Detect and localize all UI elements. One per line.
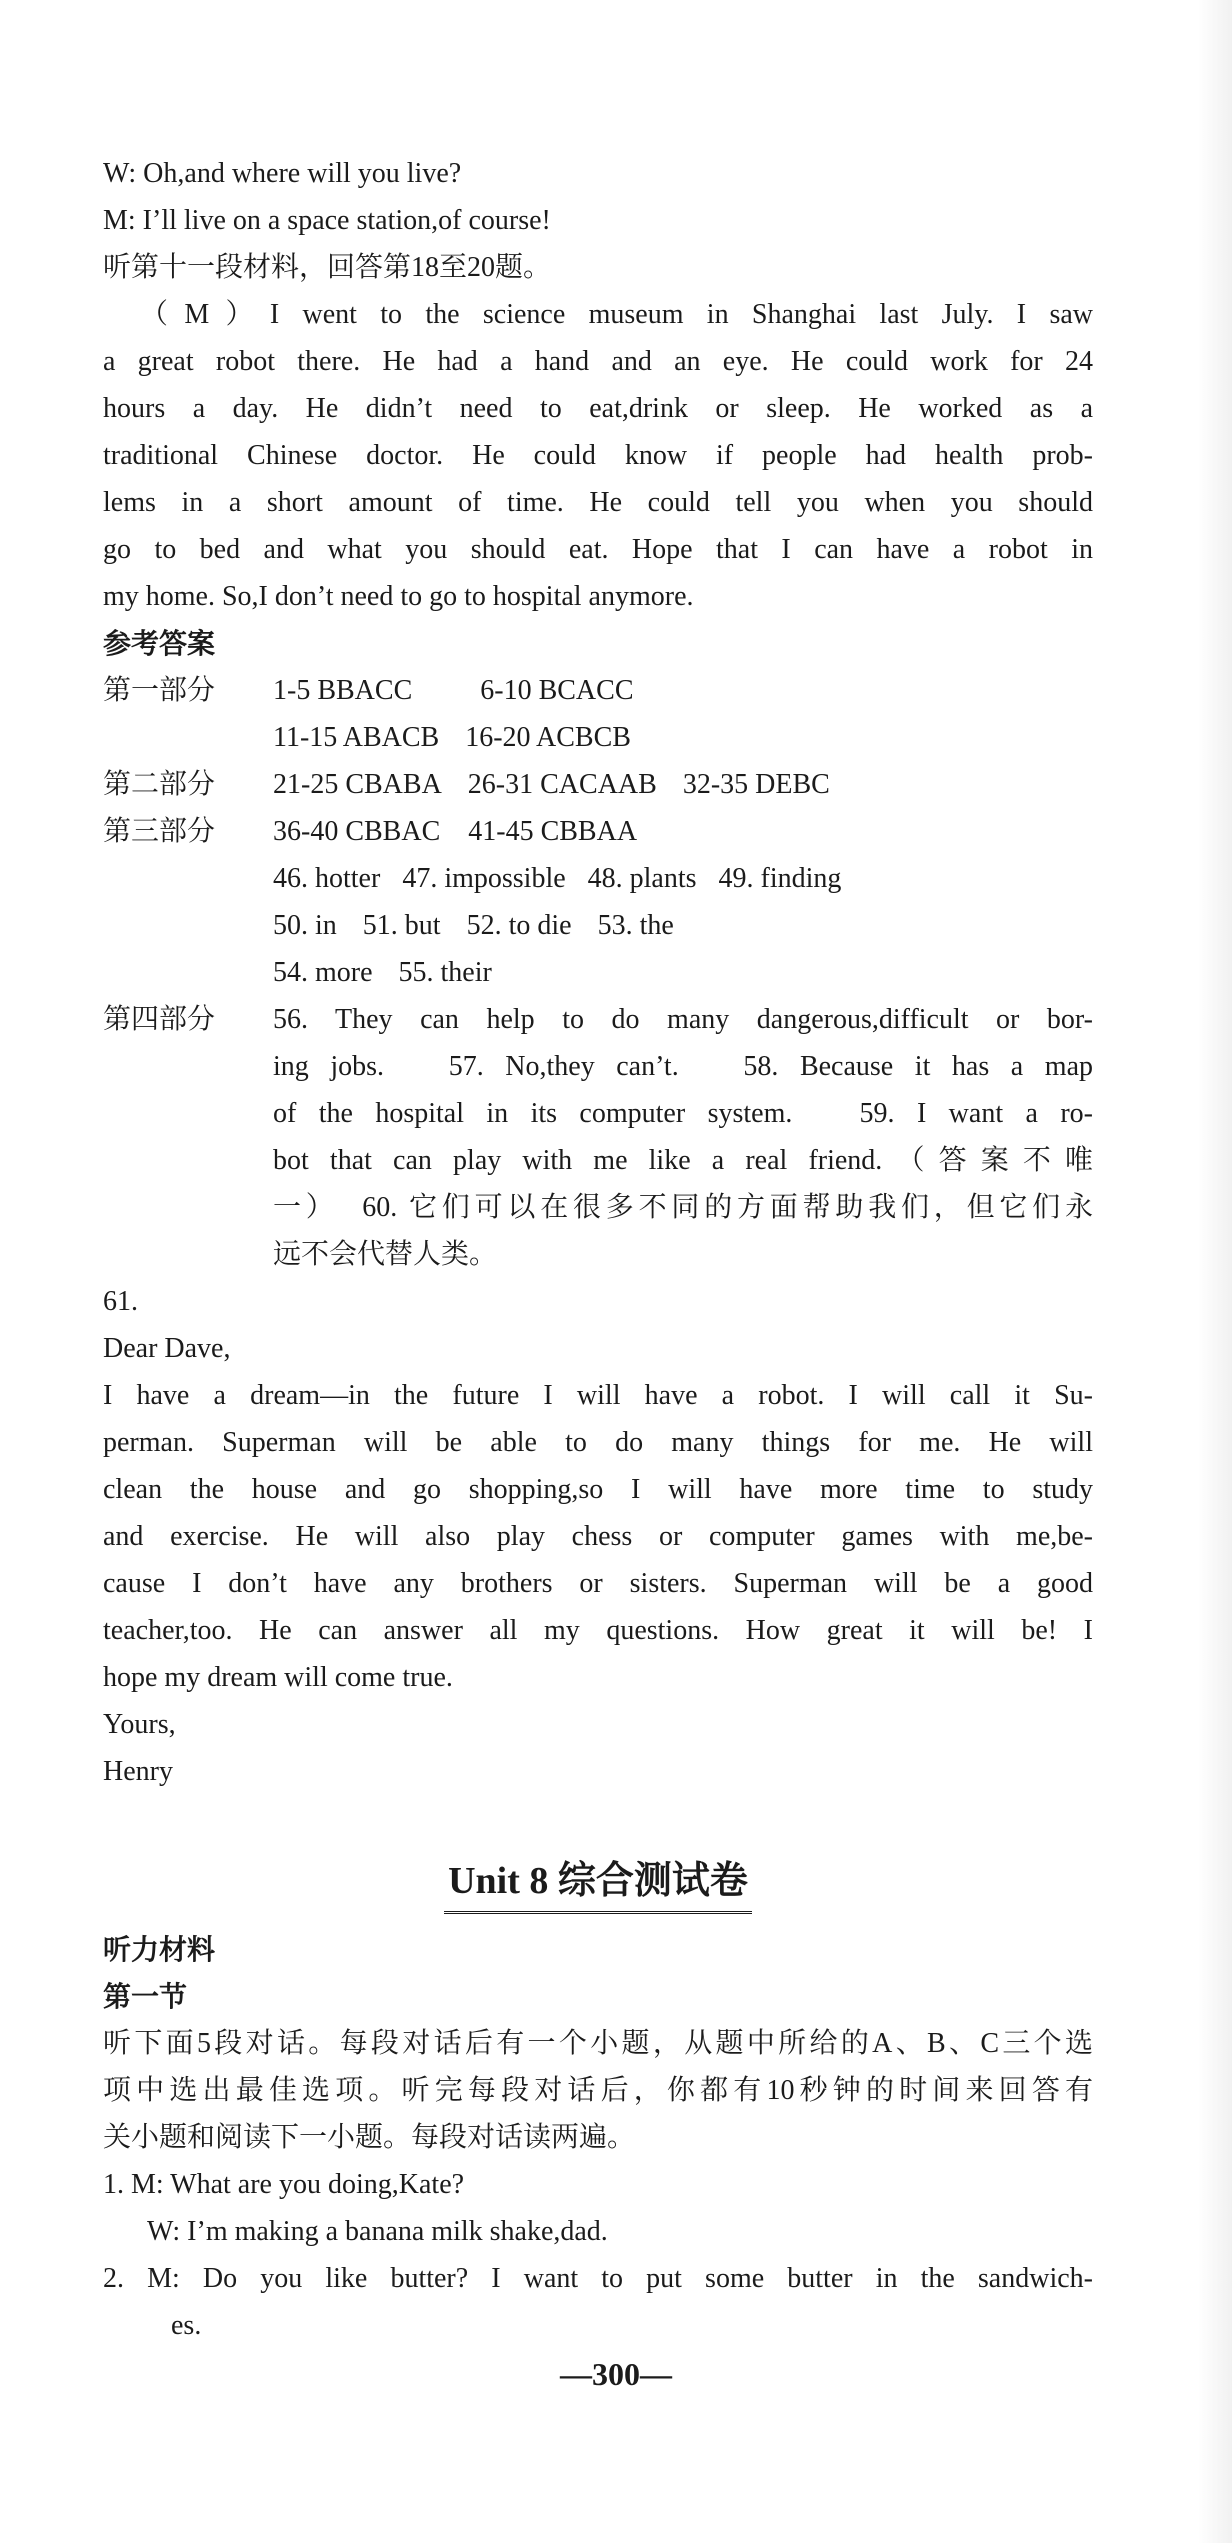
letter-line: perman. Superman will be able to do many things for me. He will <box>103 1427 1093 1458</box>
instruction-line: 关小题和阅读下一小题。每段对话读两遍。 <box>103 2122 636 2153</box>
page-number: —300— <box>560 2356 672 2392</box>
answer-item: 47. impossible <box>402 863 566 894</box>
answer-item: 46. hotter <box>273 863 381 894</box>
passage-line: my home. So,I don’t need to go to hospital anymore. <box>103 581 694 612</box>
answer-item: 54. more <box>273 957 373 988</box>
answer-line: 远不会代替人类。 <box>273 1239 498 1270</box>
part3-label: 第三部分 <box>103 816 216 847</box>
answer-item: 51. but <box>362 910 441 941</box>
passage-line: lems in a short amount of time. He could tell you when you should <box>103 487 1093 518</box>
letter-line: I have a dream—in the future I will have a robot. I will call it Su- <box>103 1380 1093 1411</box>
part2-label: 第二部分 <box>103 769 216 800</box>
answers-part3 <box>103 808 1093 996</box>
question-1-m: 1. M: What are you doing,Kate? <box>103 2169 465 2200</box>
answer-line: of the hospital in its computer system. 59. I want a ro- <box>273 1098 1093 1129</box>
part4-label: 第四部分 <box>103 1004 216 1035</box>
answer-group: 41-45 CBBAA <box>468 816 638 847</box>
passage-line: hours a day. He didn’t need to eat,drink or sleep. He worked as a <box>103 393 1093 424</box>
answer-item: 48. plants <box>587 863 697 894</box>
answer-line: 一） 60. 它们可以在很多不同的方面帮助我们，但它们永 <box>273 1192 1093 1223</box>
letter-line: clean the house and go shopping,so I will have more time to study <box>103 1474 1093 1505</box>
dialogue-line-w: W: Oh,and where will you live? <box>103 158 462 189</box>
dialogue-line-m: M: I’ll live on a space station,of course! <box>103 205 551 236</box>
answer-group: 36-40 CBBAC <box>273 816 441 847</box>
instruction-line: 听下面5段对话。每段对话后有一个小题，从题中所给的A、B、C三个选 <box>103 2028 1093 2059</box>
answers-part2 <box>103 761 1093 808</box>
instruction-line: 项中选出最佳选项。听完每段对话后，你都有10秒钟的时间来回答有 <box>103 2075 1093 2106</box>
letter-line: cause I don’t have any brothers or sisters. Superman will be a good <box>103 1568 1093 1599</box>
letter-closing: Yours, <box>103 1709 176 1740</box>
part1-label: 第一部分 <box>103 675 216 706</box>
unit-title-text: Unit 8 综合测试卷 <box>444 1853 752 1914</box>
passage-line: go to bed and what you should eat. Hope that I can have a robot in <box>103 534 1093 565</box>
unit-title <box>103 1853 1093 1914</box>
passage-line: （M）I went to the science museum in Shanghai last July. I saw <box>140 299 1093 330</box>
answer-item: 49. finding <box>718 863 842 894</box>
letter-line: hope my dream will come true. <box>103 1662 453 1693</box>
question-2-continued: es. <box>171 2310 202 2341</box>
section-heading: 第一节 <box>103 1980 188 2013</box>
letter-line: teacher,too. He can answer all my questions. How great it will be! I <box>103 1615 1093 1646</box>
writing-answer <box>103 1278 1093 1795</box>
answer-group: 26-31 CACAAB <box>467 769 657 800</box>
page-content <box>103 150 1093 2349</box>
question-number: 61. <box>103 1286 138 1317</box>
answer-item: 50. in <box>273 910 337 941</box>
letter-line: and exercise. He will also play chess or computer games with me,be- <box>103 1521 1093 1552</box>
letter-signature: Henry <box>103 1756 173 1787</box>
answers-part1 <box>103 667 1093 761</box>
answer-line: bot that can play with me like a real friend.（答案不唯 <box>273 1145 1093 1176</box>
material-11-instruction: 听第十一段材料，回答第18至20题。 <box>103 252 552 283</box>
question-2-m: 2. M: Do you like butter? I want to put some butter in the sandwich- <box>103 2263 1093 2294</box>
answer-item: 52. to die <box>466 910 572 941</box>
answer-group: 11-15 ABACB <box>273 722 440 753</box>
answer-group: 1-5 BBACC <box>273 675 413 706</box>
answers-heading: 参考答案 <box>103 627 216 660</box>
passage-11 <box>103 291 1093 620</box>
answer-line: ing jobs. 57. No,they can’t. 58. Because it has a map <box>273 1051 1093 1082</box>
answer-line: 56. They can help to do many dangerous,difficult or bor- <box>273 1004 1093 1035</box>
answer-item: 55. their <box>398 957 492 988</box>
passage-line: traditional Chinese doctor. He could know if people had health prob- <box>103 440 1093 471</box>
answer-group: 16-20 ACBCB <box>465 722 631 753</box>
answer-group: 21-25 CBABA <box>273 769 442 800</box>
question-1-w: W: I’m making a banana milk shake,dad. <box>147 2216 608 2247</box>
answers-part4 <box>103 996 1093 1278</box>
answer-item: 53. the <box>597 910 674 941</box>
answer-group: 32-35 DEBC <box>682 769 830 800</box>
answer-group: 6-10 BCACC <box>480 675 634 706</box>
page-edge-shadow <box>1198 0 1232 2543</box>
listening-heading: 听力材料 <box>103 1933 216 1966</box>
passage-line: a great robot there. He had a hand and an eye. He could work for 24 <box>103 346 1093 377</box>
letter-greeting: Dear Dave, <box>103 1333 231 1364</box>
